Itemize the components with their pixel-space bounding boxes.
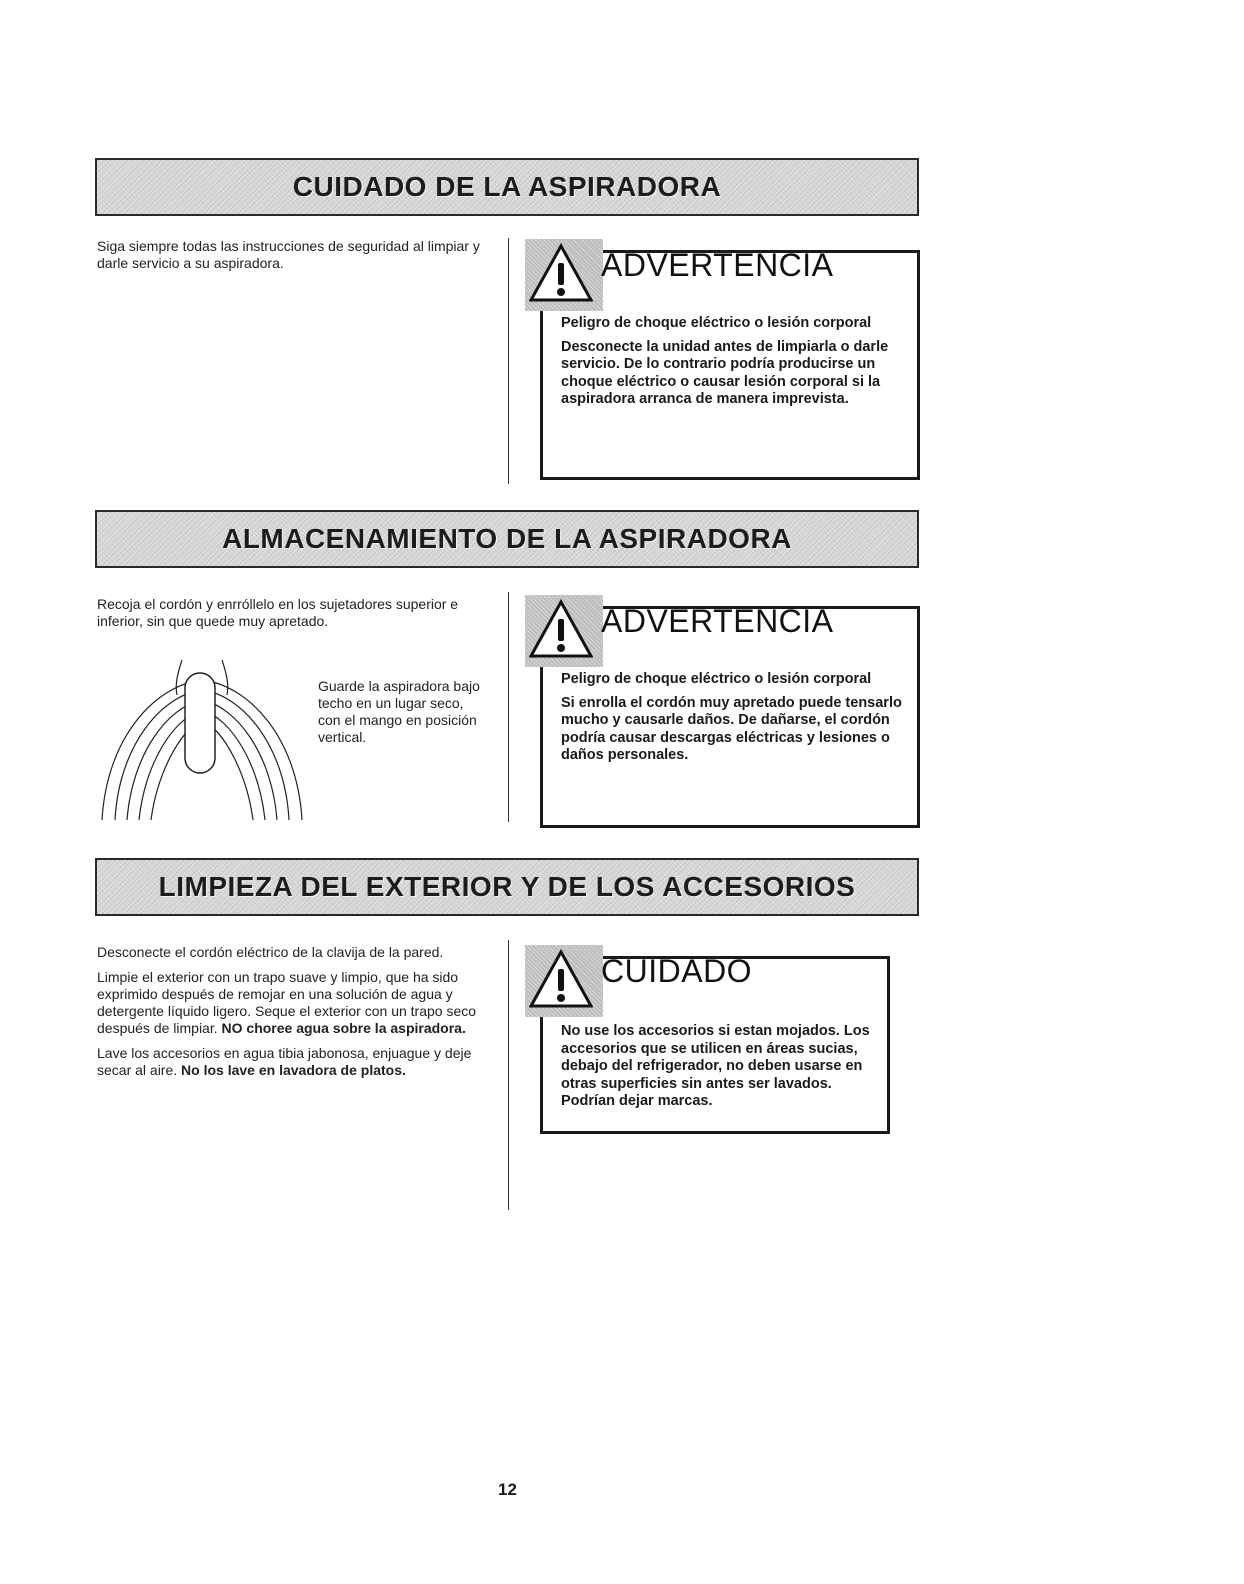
figure-caption xyxy=(318,678,488,754)
section-title: ALMACENAMIENTO DE LA ASPIRADORA xyxy=(222,523,792,554)
caution-box xyxy=(540,953,890,1134)
column-divider xyxy=(508,592,509,822)
warning-content xyxy=(561,671,905,771)
caution-title: CUIDADO xyxy=(601,953,753,989)
intro-text: Siga siempre todas las instrucciones de seguridad al limpiar y darle servicio a su aspiradora. xyxy=(97,238,480,271)
column-divider xyxy=(508,238,509,484)
paragraph-2 xyxy=(97,969,482,1037)
warning-header xyxy=(525,239,885,309)
paragraph-3 xyxy=(97,1045,482,1079)
section-title: CUIDADO DE LA ASPIRADORA xyxy=(292,171,722,202)
caution-content xyxy=(561,1023,875,1117)
warning-line-2: Desconecte la unidad antes de limpiarla o darle servicio. De lo contrario podría producirse un choque eléctrico o causar lesión corporal si la aspiradora arranca de manera imprevista. xyxy=(561,338,889,407)
warning-title: ADVERTENCIA xyxy=(601,247,834,283)
paragraph-1: Desconecte el cordón eléctrico de la clavija de la pared. xyxy=(97,944,444,960)
paragraph-2-text: Limpie el exterior con un trapo suave y limpio, que ha sido exprimido después de remojar en una solución de agua y detergente líquido ligero. Seque el exterior con un trapo seco después de limpiar. xyxy=(97,969,477,1036)
column-divider xyxy=(508,940,509,1210)
section1-intro xyxy=(97,238,482,280)
warning-triangle-icon xyxy=(525,595,603,667)
section-banner-almacenamiento xyxy=(95,510,919,568)
page-number: 12 xyxy=(498,1480,517,1499)
warning-content xyxy=(561,315,905,415)
caution-triangle-icon xyxy=(525,945,603,1017)
paragraph-3-bold: No los lave en lavadora de platos. xyxy=(181,1062,406,1078)
section-banner-limpieza xyxy=(95,858,919,916)
section-banner-cuidado xyxy=(95,158,919,216)
caution-header xyxy=(525,945,885,1015)
warning-title: ADVERTENCIA xyxy=(601,603,834,639)
caution-text: No use los accesorios si estan mojados. Los accesorios que se utilicen en áreas sucias, debajo del refrigerador, no deben usarse en otras superficies sin antes ser lavados. Podrían dejar marcas. xyxy=(561,1023,870,1109)
section2-intro xyxy=(97,596,482,638)
warning-box xyxy=(540,603,920,828)
section-title: LIMPIEZA DEL EXTERIOR Y DE LOS ACCESORIOS xyxy=(158,871,856,902)
intro-text: Recoja el cordón y enrróllelo en los sujetadores superior e inferior, sin que quede muy apretado. xyxy=(97,596,459,629)
caption-text: Guarde la aspiradora bajo techo en un lugar seco, con el mango en posición vertical. xyxy=(318,678,480,745)
warning-line-1: Peligro de choque eléctrico o lesión corporal xyxy=(561,315,872,331)
section3-body xyxy=(97,944,482,1087)
paragraph-3-text: Lave los accesorios en agua tibia jabonosa, enjuague y deje secar al aire. xyxy=(97,1045,472,1078)
warning-triangle-icon xyxy=(525,239,603,311)
warning-header xyxy=(525,595,885,665)
warning-line-2: Si enrolla el cordón muy apretado puede tensarlo mucho y causarle daños. De dañarse, el cordón podría causar descargas eléctricas y lesiones o daños personales. xyxy=(561,694,902,763)
warning-box xyxy=(540,247,920,480)
cord-storage-illustration xyxy=(97,655,307,825)
paragraph-2-bold: NO choree agua sobre la aspiradora. xyxy=(221,1020,466,1036)
warning-line-1: Peligro de choque eléctrico o lesión corporal xyxy=(561,671,872,687)
